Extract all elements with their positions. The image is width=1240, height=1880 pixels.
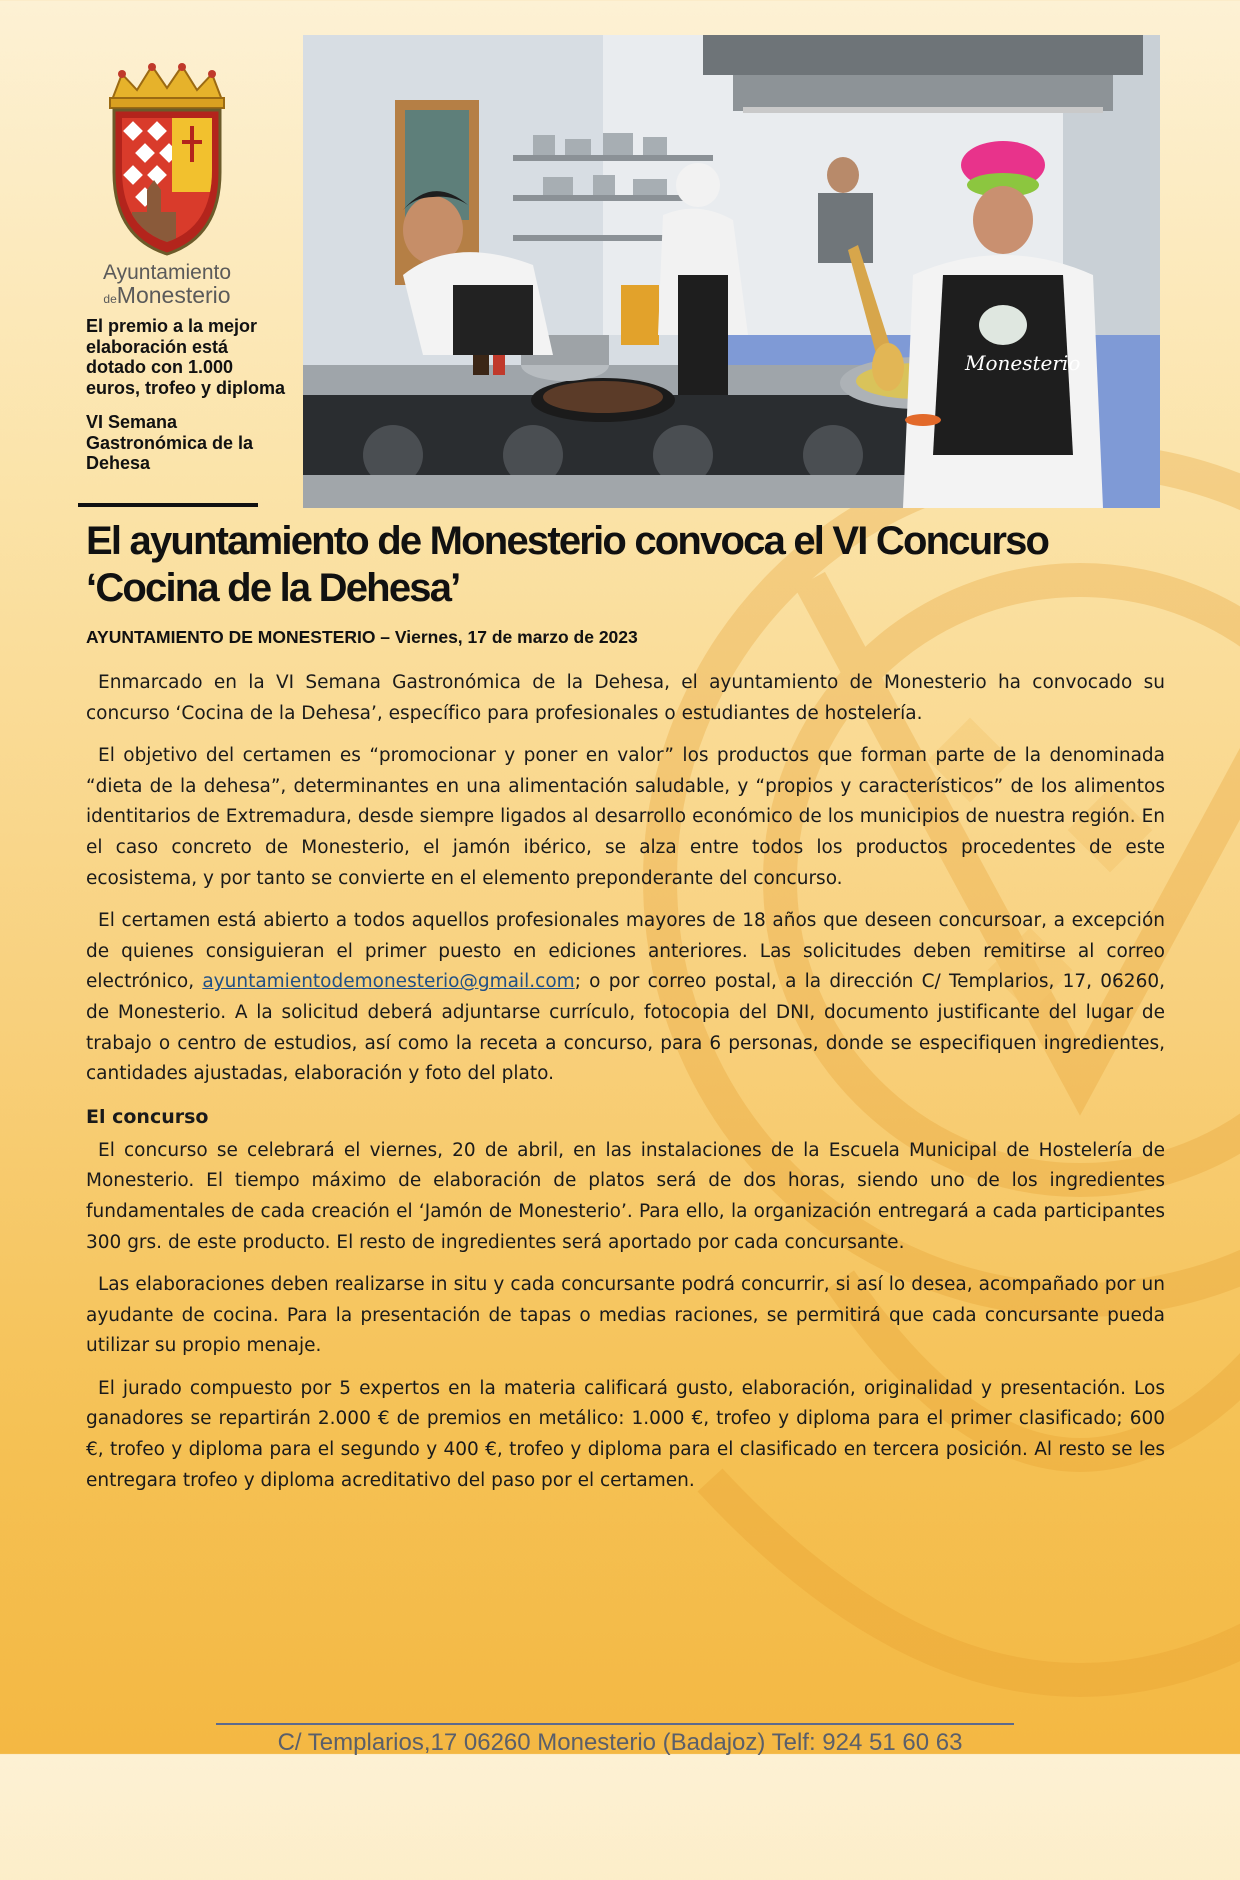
article-paragraph [86,906,1165,1090]
article-paragraph: Las elaboraciones deben realizarse in situ y cada concursante podrá concurrir, si así lo desea, acompañado por un ayudante de cocina. Para la presentación de tapas o medias raciones, se permitirá que cada concursante pueda utilizar su propio menaje. [86,1274,1165,1357]
article-paragraph: El objetivo del certamen es “promocionar y poner en valor” los productos que forman parte de la denominada “dieta de la dehesa”, determinantes en una alimentación saludable, y “propios y característicos” de los alimentos identitarios de Extremadura, desde siempre ligados al desarrollo económico de los municipios de nuestra región. En el caso concreto de Monesterio, el jamón ibérico, se alza entre todos los productos procedentes de este ecosistema, y por tanto se convierte en el elemento preponderante del concurso. [86,745,1165,889]
kitchen-photo [303,35,1160,508]
sidebar-event-note: VI Semana Gastronómica de la Dehesa [86,412,254,473]
article-headline: El ayuntamiento de Monesterio convoca el VI Concurso ‘Cocina de la Dehesa’ [86,519,1049,610]
logo-text-de: de [103,292,117,306]
municipal-logo [92,62,242,310]
logo-text-town: Monesterio [116,282,231,308]
apron-text: Monesterio [965,351,1081,375]
coat-of-arms-icon [92,62,242,262]
section-heading: El concurso [86,1105,209,1128]
article-paragraph: Enmarcado en la VI Semana Gastronómica de la Dehesa, el ayuntamiento de Monesterio ha convocado su concurso ‘Cocina de la Dehesa’, específico para profesionales o estudiantes de hostelería. [86,672,1165,724]
footer-divider [216,1723,1014,1725]
article-paragraph: El concurso se celebrará el viernes, 20 de abril, en las instalaciones de la Escuela Municipal de Hostelería de Monesterio. El tiempo máximo de elaboración de platos será de dos horas, siendo uno de los ingredientes fundamentales de cada creación el ‘Jamón de Monesterio’. Para ello, la organización entregará a cada participantes 300 grs. de este producto. El resto de ingredientes será aportado por cada concursante. [86,1139,1165,1253]
email-link[interactable]: ayuntamientodemonesterio@gmail.com [202,971,575,993]
sidebar-divider [78,503,258,507]
footer-address: C/ Templarios,17 06260 Monesterio (Badajoz) Telf: 924 51 60 63 [277,1729,963,1756]
sidebar-prize-note: El premio a la mejor elaboración está dotado con 1.000 euros, trofeo y diploma [86,316,286,398]
paragraph-text: El certamen está abierto a todos aquellos profesionales mayores de 18 años que deseen concursoar, a excepción de quienes consiguieran el primer puesto en ediciones anteriores. Las solicitudes deben remitirse al correo electrónico, [86,910,1165,993]
logo-text-ayuntamiento: Ayuntamiento [102,261,232,284]
article-paragraph: El jurado compuesto por 5 expertos en la materia calificará gusto, elaboración, originalidad y presentación. Los ganadores se repartirán 2.000 € de premios en metálico: 1.000 €, trofeo y diploma para el primer clasificado; 600 €, trofeo y diploma para el segundo y 400 €, trofeo y diploma para el clasificado en tercera posición. Al resto se les entregara trofeo y diploma acreditativo del paso por el certamen. [86,1377,1165,1491]
logo-text-monesterio [92,284,242,307]
article-byline: AYUNTAMIENTO DE MONESTERIO – Viernes, 17 de marzo de 2023 [86,627,638,647]
paragraph-text: ; o por correo postal, a la dirección C/ Templarios, 17, 06260, de Monesterio. A la solicitud deberá adjuntarse currículo, fotocopia del DNI, documento justificante del lugar de trabajo o centro de estudios, así como la receta a concurso, para 6 personas, donde se especifiquen ingredientes, cantidades ajustadas, elaboración y foto del plato. [86,971,1165,1085]
article-body [86,668,1165,1508]
